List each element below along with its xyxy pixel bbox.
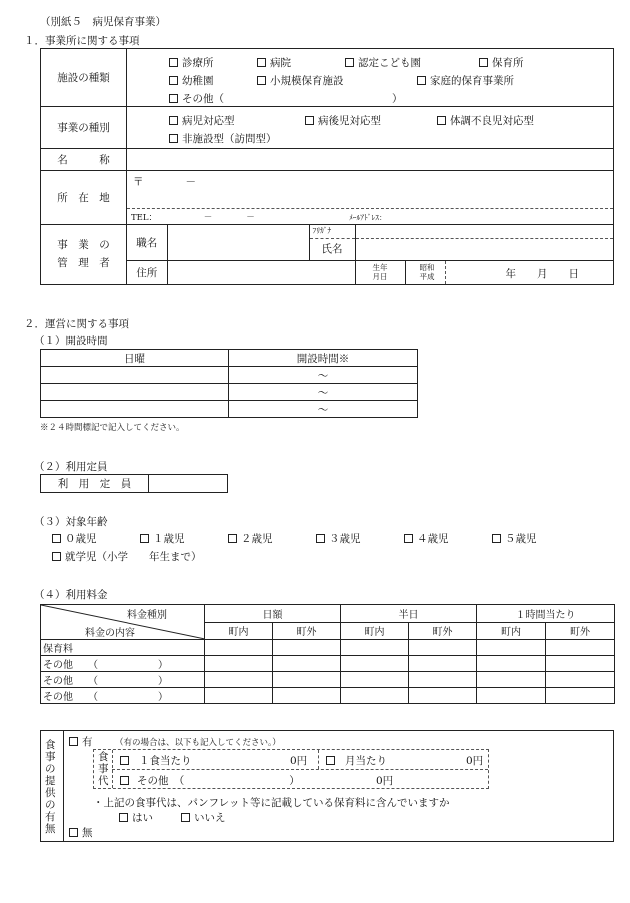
checkbox-icon xyxy=(492,534,501,543)
manager-name-field[interactable] xyxy=(355,225,613,261)
hours-time-2[interactable]: ～ xyxy=(229,384,418,401)
meal-answer-no[interactable]: いいえ xyxy=(181,810,226,825)
email-label: ﾒｰﾙｱﾄﾞﾚｽ： xyxy=(349,213,387,222)
meal-fee-label: 食 事 代 xyxy=(94,750,113,788)
facility-type-label: 施設の種類 xyxy=(41,49,127,107)
facility-option-hospital[interactable]: 病院 xyxy=(257,55,291,70)
checkbox-icon xyxy=(437,116,446,125)
fee-row-label: その他 （ ） xyxy=(41,656,205,672)
hours-col-day: 日曜 xyxy=(41,350,229,367)
facility-option-nursery[interactable]: 保育所 xyxy=(479,55,524,70)
fee-row-label: その他 （ ） xyxy=(41,688,205,704)
checkbox-icon xyxy=(169,58,178,67)
address-label: 所 在 地 xyxy=(41,171,127,225)
meals-yes-option[interactable]: 有 xyxy=(69,734,93,749)
checkbox-icon xyxy=(120,756,129,765)
fees-sub-in-town: 町内 xyxy=(477,622,546,640)
era-selector: 昭和 平成 xyxy=(406,261,446,284)
checkbox-icon xyxy=(169,76,178,85)
checkbox-icon xyxy=(257,76,266,85)
fees-header-type: 料金種別 xyxy=(127,610,167,621)
facility-option-other[interactable]: その他（ ） xyxy=(169,91,403,106)
meal-per-meal-option[interactable]: １食当たり xyxy=(120,753,192,768)
checkbox-icon xyxy=(169,94,178,103)
hours-time-1[interactable]: ～ xyxy=(229,367,418,384)
capacity-title: （２）利用定員 xyxy=(34,461,108,473)
hours-note: ※２４時間標記で記入してください。 xyxy=(40,423,185,433)
business-type-label: 事業の種別 xyxy=(41,107,127,149)
capacity-field[interactable] xyxy=(149,475,228,493)
hours-title: （１）開設時間 xyxy=(34,335,108,347)
hours-table xyxy=(40,349,418,418)
fees-sub-in-town: 町内 xyxy=(341,622,409,640)
postal-code: 〒 － xyxy=(133,176,196,188)
capacity-table xyxy=(40,474,228,493)
checkbox-icon xyxy=(140,534,149,543)
checkbox-icon xyxy=(69,828,78,837)
section1-title: １．事業所に関する事項 xyxy=(24,35,140,47)
fees-sub-out-town: 町外 xyxy=(409,622,477,640)
meals-vertical-label: 食 事 の 提 供 の 有 無 xyxy=(41,731,64,841)
checkbox-icon xyxy=(417,76,426,85)
checkbox-icon xyxy=(181,813,190,822)
meals-box xyxy=(40,730,614,842)
name-field[interactable] xyxy=(127,149,614,171)
meal-other-option[interactable]: その他 （ ） xyxy=(120,773,300,788)
fee-row-label: その他 （ ） xyxy=(41,672,205,688)
checkbox-icon xyxy=(228,534,237,543)
checkbox-icon xyxy=(169,116,178,125)
business-option-unwell-child[interactable]: 体調不良児対応型 xyxy=(437,113,534,128)
fees-header-content: 料金の内容 xyxy=(85,628,135,639)
business-option-sick-child[interactable]: 病児対応型 xyxy=(169,113,235,128)
checkbox-icon xyxy=(479,58,488,67)
manager-address-field[interactable] xyxy=(167,261,355,284)
table-row xyxy=(41,672,615,688)
ages-options xyxy=(52,531,612,547)
checkbox-icon xyxy=(316,534,325,543)
hours-day-3[interactable] xyxy=(41,401,229,418)
facility-option-kindergarten[interactable]: 幼稚園 xyxy=(169,73,214,88)
birthdate-field[interactable] xyxy=(405,261,613,284)
table-row xyxy=(41,656,615,672)
checkbox-icon xyxy=(345,58,354,67)
address-divider xyxy=(127,208,613,209)
checkbox-icon xyxy=(326,756,335,765)
business-option-visiting[interactable]: 非施設型（訪問型） xyxy=(169,131,277,146)
meal-answer-yes[interactable]: はい xyxy=(119,810,153,825)
section2-title: ２．運営に関する事項 xyxy=(24,318,129,330)
tel-label: TEL： － － xyxy=(131,213,255,223)
fees-group-halfday: 半日 xyxy=(341,605,477,623)
meals-no-option[interactable]: 無 xyxy=(69,825,93,840)
checkbox-icon xyxy=(120,776,129,785)
manager-label: 事 業 の 管 理 者 xyxy=(41,225,127,285)
facility-option-small-scale[interactable]: 小規模保育施設 xyxy=(257,73,344,88)
meal-per-month-amount[interactable]: 0円 xyxy=(466,755,484,767)
checkbox-icon xyxy=(52,552,61,561)
meal-other-amount[interactable]: 0円 xyxy=(376,775,394,787)
hours-day-1[interactable] xyxy=(41,367,229,384)
furigana-name-label: ﾌﾘｶﾞﾅ 氏名 xyxy=(309,225,355,261)
age-option-3[interactable]: ３歳児 xyxy=(316,531,361,546)
checkbox-icon xyxy=(69,737,78,746)
business-type-options xyxy=(127,107,614,149)
fees-group-daily: 日額 xyxy=(205,605,341,623)
fees-sub-in-town: 町内 xyxy=(205,622,273,640)
capacity-label: 利 用 定 員 xyxy=(41,475,149,493)
meal-fee-box xyxy=(93,749,489,789)
checkbox-icon xyxy=(305,116,314,125)
checkbox-icon xyxy=(119,813,128,822)
facility-info-table xyxy=(40,48,614,285)
age-option-1[interactable]: １歳児 xyxy=(140,531,185,546)
manager-address-label: 住所 xyxy=(127,261,167,284)
fee-row-label: 保育料 xyxy=(41,640,205,656)
birthdate-label: 生年 月日 xyxy=(355,261,405,284)
hours-day-2[interactable] xyxy=(41,384,229,401)
facility-option-home-based[interactable]: 家庭的保育事業所 xyxy=(417,73,514,88)
hours-col-time: 開設時間※ xyxy=(229,350,418,367)
age-option-school[interactable]: 就学児（小学 年生まで） xyxy=(52,549,202,564)
job-title-field[interactable] xyxy=(167,225,309,261)
age-option-4[interactable]: ４歳児 xyxy=(404,531,449,546)
age-option-0[interactable]: ０歳児 xyxy=(52,531,97,546)
checkbox-icon xyxy=(404,534,413,543)
facility-option-certified-kodomoen[interactable]: 認定こども園 xyxy=(345,55,421,70)
address-field[interactable] xyxy=(127,171,614,225)
fees-table xyxy=(40,604,615,704)
meals-yes-note: （有の場合は、以下も記入してください。） xyxy=(115,738,281,748)
ages-title: （３）対象年齢 xyxy=(34,516,108,528)
age-option-2[interactable]: ２歳児 xyxy=(228,531,273,546)
hours-time-3[interactable]: ～ xyxy=(229,401,418,418)
checkbox-icon xyxy=(257,58,266,67)
document-label: （別紙５ 病児保育事業） xyxy=(40,16,166,28)
name-label: 名 称 xyxy=(41,149,127,171)
job-title-label: 職名 xyxy=(127,225,167,261)
age-option-5[interactable]: ５歳児 xyxy=(492,531,537,546)
table-row xyxy=(41,688,615,704)
fees-title: （４）利用料金 xyxy=(34,589,108,601)
fees-sub-out-town: 町外 xyxy=(273,622,341,640)
facility-type-options xyxy=(127,49,614,107)
meal-included-question: ・上記の食事代は、パンフレット等に記載している保育料に含んでいますか xyxy=(93,797,450,809)
fees-sub-out-town: 町外 xyxy=(546,622,615,640)
manager-details xyxy=(127,225,614,285)
checkbox-icon xyxy=(52,534,61,543)
birthdate-ymd: 年 月 日 xyxy=(505,268,579,280)
fees-group-hourly: １時間当たり xyxy=(477,605,615,623)
fees-header-diagonal xyxy=(41,605,205,640)
table-row xyxy=(41,640,615,656)
business-option-post-illness[interactable]: 病後児対応型 xyxy=(305,113,381,128)
checkbox-icon xyxy=(169,134,178,143)
meal-per-month-option[interactable]: 月当たり xyxy=(326,753,387,768)
facility-option-clinic[interactable]: 診療所 xyxy=(169,55,214,70)
meal-per-meal-amount[interactable]: 0円 xyxy=(290,755,308,767)
